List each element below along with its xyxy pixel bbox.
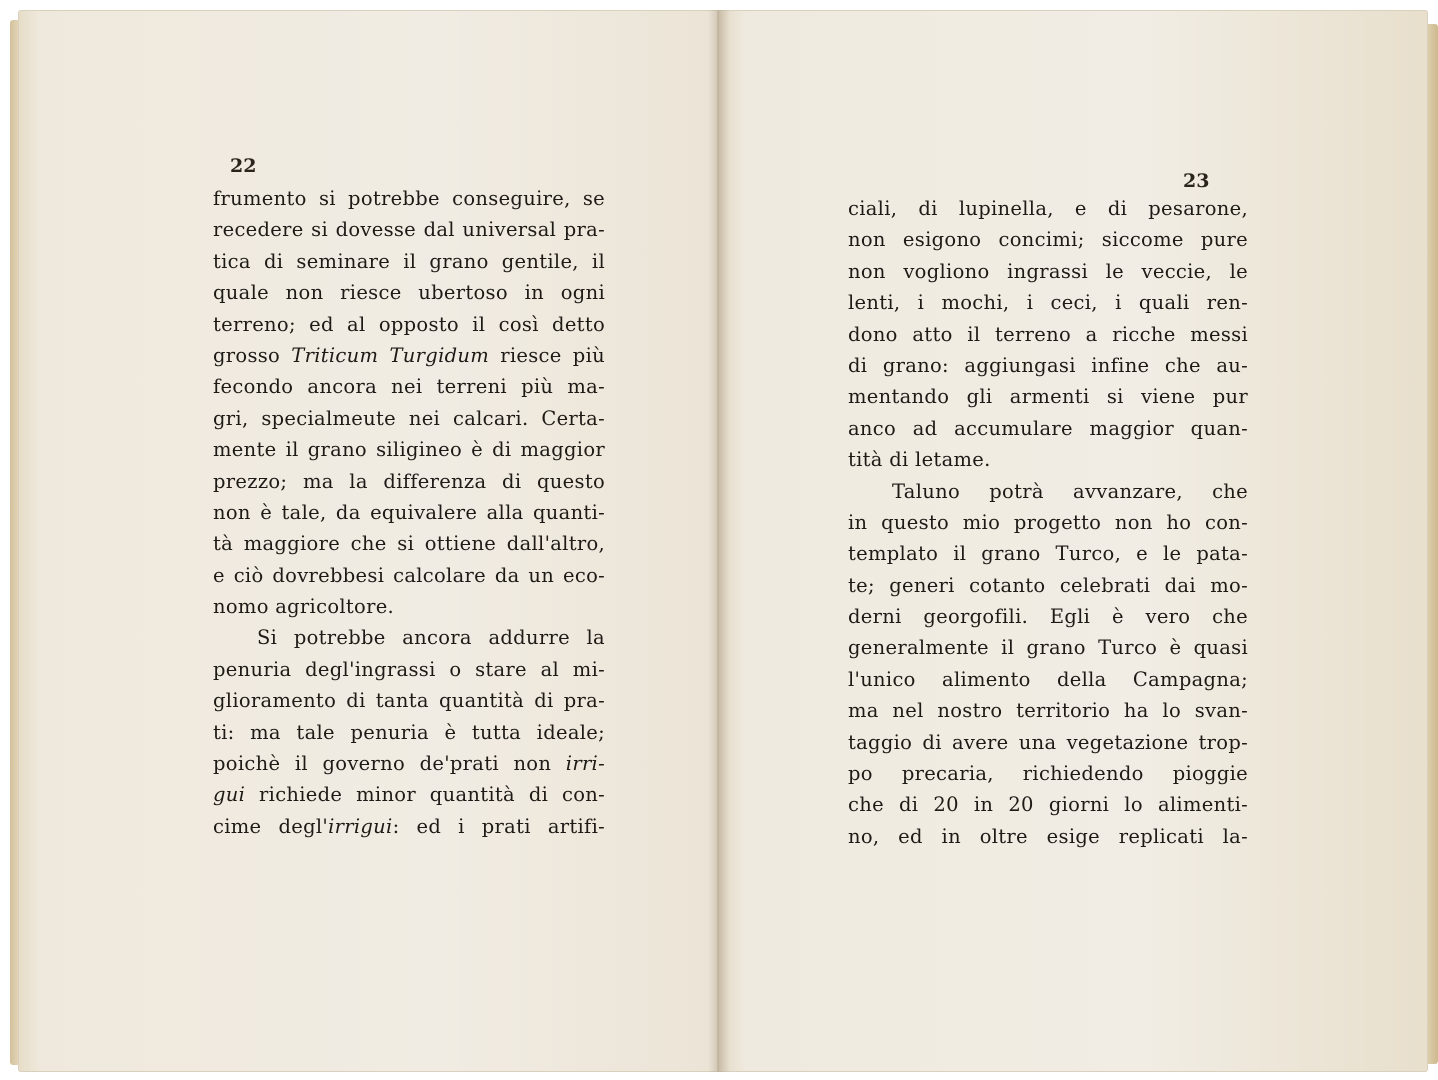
- text-line: glioramento di tanta quantità di pra-: [213, 689, 605, 713]
- book-gutter: [708, 10, 730, 1072]
- text-line: te; generi cotanto celebrati dai mo-: [848, 573, 1248, 597]
- text-line: anco ad accumulare maggior quan-: [848, 416, 1248, 440]
- text-line: cime degl'irrigui: ed i prati artifi-: [213, 814, 605, 838]
- text-line: l'unico alimento della Campagna;: [848, 667, 1248, 691]
- text-line: lenti, i mochi, i ceci, i quali ren-: [848, 291, 1248, 315]
- text-line: poichè il governo de'prati non irri-: [213, 752, 605, 776]
- text-line: mentando gli armenti si viene pur: [848, 385, 1248, 409]
- text-line: po precaria, richiedendo pioggie: [848, 762, 1248, 786]
- right-page-number: 23: [1183, 170, 1210, 192]
- text-line: tità di letame.: [848, 448, 991, 472]
- left-page-text: [213, 183, 605, 842]
- text-line: nomo agricoltore.: [213, 595, 395, 619]
- text-line: quale non riesce ubertoso in ogni: [213, 281, 605, 305]
- text-line: tà maggiore che si ottiene dall'altro,: [213, 532, 605, 556]
- left-page: [18, 10, 718, 1072]
- text-line: mente il grano siligineo è di maggior: [213, 438, 605, 462]
- right-page-text: [848, 193, 1248, 852]
- text-line: recedere si dovesse dal universal pra-: [213, 218, 605, 242]
- text-line: ciali, di lupinella, e di pesarone,: [848, 197, 1248, 220]
- text-line: templato il grano Turco, e le pata-: [848, 542, 1248, 566]
- text-line: non esigono concimi; siccome pure: [848, 228, 1248, 252]
- text-line: no, ed in oltre esige replicati la-: [848, 824, 1248, 848]
- text-line: in questo mio progetto non ho con-: [848, 510, 1248, 534]
- text-line: dono atto il terreno a ricche messi: [848, 322, 1248, 346]
- text-line: gui richiede minor quantità di con-: [213, 783, 605, 807]
- text-line: ti: ma tale penuria è tutta ideale;: [213, 720, 605, 744]
- text-line: di grano: aggiungasi infine che au-: [848, 353, 1248, 377]
- text-line: non vogliono ingrassi le veccie, le: [848, 259, 1248, 283]
- text-line: frumento si potrebbe conseguire, se: [213, 187, 605, 210]
- open-book: [18, 10, 1428, 1072]
- text-line: che di 20 in 20 giorni lo alimenti-: [848, 793, 1248, 817]
- text-line: derni georgofili. Egli è vero che: [848, 605, 1248, 629]
- text-line: ma nel nostro territorio ha lo svan-: [848, 699, 1248, 723]
- text-line: tica di seminare il grano gentile, il: [213, 249, 605, 273]
- text-line: penuria degl'ingrassi o stare al mi-: [213, 657, 605, 681]
- text-line: non è tale, da equivalere alla quanti-: [213, 500, 605, 524]
- text-line: taggio di avere una vegetazione trop-: [848, 730, 1248, 754]
- text-line: grosso Triticum Turgidum riesce più: [213, 343, 605, 367]
- text-line: gri, specialmeute nei calcari. Certa-: [213, 406, 605, 430]
- left-page-number: 22: [230, 155, 257, 177]
- text-line: e ciò dovrebbesi calcolare da un eco-: [213, 563, 605, 587]
- right-page: [718, 10, 1428, 1072]
- text-line: generalmente il grano Turco è quasi: [848, 636, 1248, 660]
- text-line: prezzo; ma la differenza di questo: [213, 469, 605, 493]
- text-line: terreno; ed al opposto il così detto: [213, 312, 605, 336]
- text-line: fecondo ancora nei terreni più ma-: [213, 375, 605, 399]
- text-line: Si potrebbe ancora addurre la: [257, 626, 605, 650]
- text-line: Taluno potrà avvanzare, che: [892, 479, 1248, 503]
